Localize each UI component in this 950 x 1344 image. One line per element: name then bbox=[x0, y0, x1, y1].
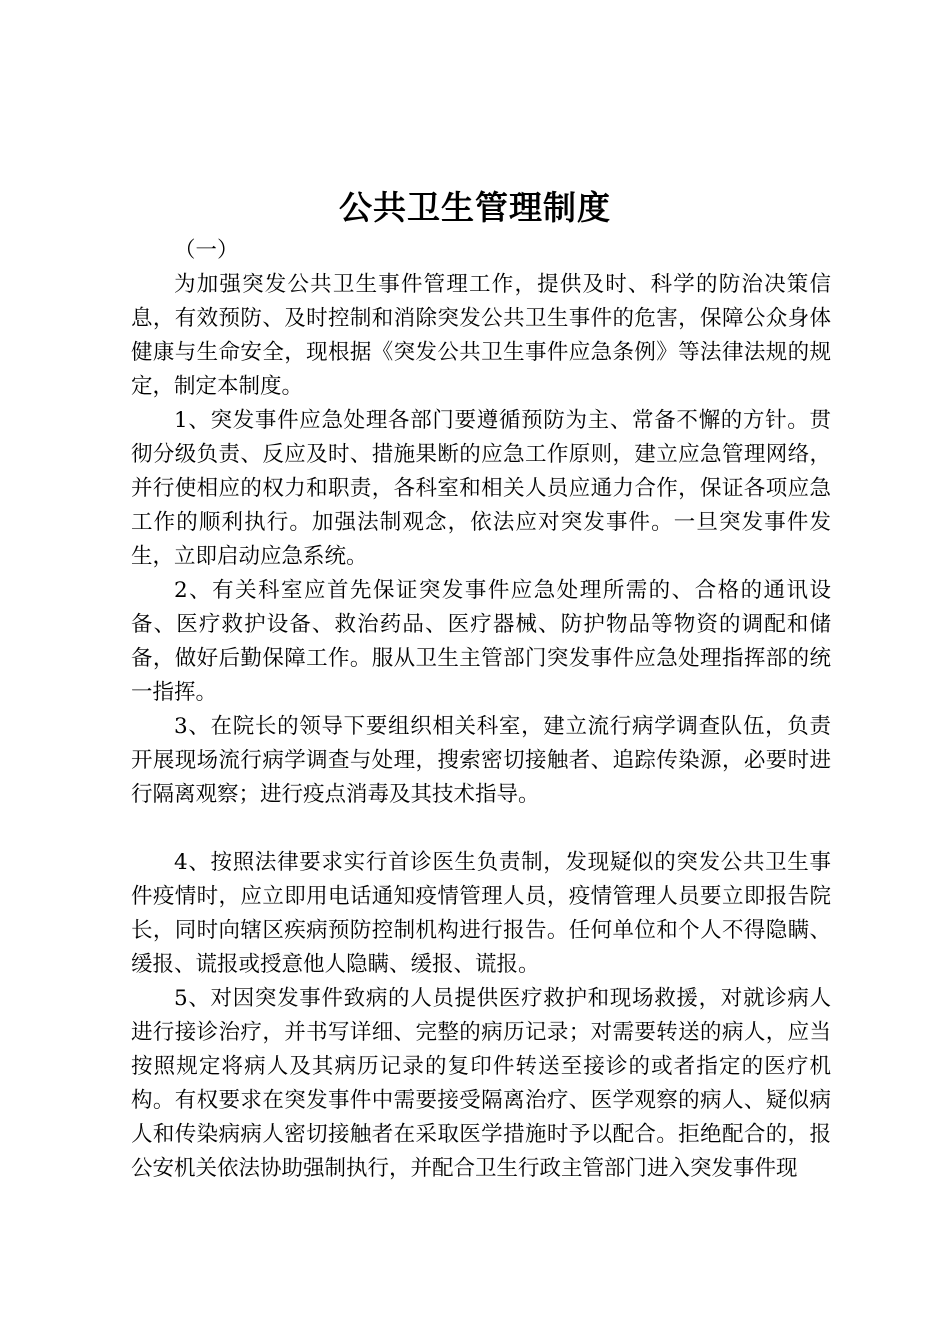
paragraph-item-5: 5、对因突发事件致病的人员提供医疗救护和现场救援，对就诊病人进行接诊治疗，并书写详细、完整的病历记录；对需要转送的病人，应当按照规定将病人及其病历记录的复印件转送至接诊的或者指定的医疗机构。有权要求在突发事件中需要接受隔离治疗、医学观察的病人、疑似病人和传染病病人密切接触者在采取医学措施时予以配合。拒绝配合的，报公安机关依法协助强制执行，并配合卫生行政主管部门进入突发事件现 bbox=[131, 986, 831, 1181]
document-title: 公共卫生管理制度 bbox=[339, 188, 611, 227]
paragraph-item-1: 1、突发事件应急处理各部门要遵循预防为主、常备不懈的方针。贯彻分级负责、反应及时、措施果断的应急工作原则，建立应急管理网络，并行使相应的权力和职责，各科室和相关人员应通力合作，保证各项应急工作的顺利执行。加强法制观念，依法应对突发事件。一旦突发事件发生，立即启动应急系统。 bbox=[131, 408, 831, 569]
paragraph-item-3: 3、在院长的领导下要组织相关科室，建立流行病学调查队伍，负责开展现场流行病学调查与处理，搜索密切接触者、追踪传染源，必要时进行隔离观察；进行疫点消毒及其技术指导。 bbox=[131, 714, 831, 807]
document-body bbox=[131, 234, 831, 1186]
paragraph-item-2: 2、有关科室应首先保证突发事件应急处理所需的、合格的通讯设备、医疗救护设备、救治药品、医疗器械、防护物品等物资的调配和储备，做好后勤保障工作。服从卫生主管部门突发事件应急处理指挥部的统一指挥。 bbox=[131, 578, 831, 705]
paragraph-spacer bbox=[131, 812, 831, 846]
paragraph-item-4: 4、按照法律要求实行首诊医生负责制，发现疑似的突发公共卫生事件疫情时，应立即用电话通知疫情管理人员，疫情管理人员要立即报告院长，同时向辖区疾病预防控制机构进行报告。任何单位和个人不得隐瞒、缓报、谎报或授意他人隐瞒、缓报、谎报。 bbox=[131, 850, 831, 977]
paragraph-intro: 为加强突发公共卫生事件管理工作，提供及时、科学的防治决策信息，有效预防、及时控制和消除突发公共卫生事件的危害，保障公众身体健康与生命安全，现根据《突发公共卫生事件应急条例》等法律法规的规定，制定本制度。 bbox=[131, 272, 831, 399]
section-subheading: （一） bbox=[174, 238, 239, 263]
